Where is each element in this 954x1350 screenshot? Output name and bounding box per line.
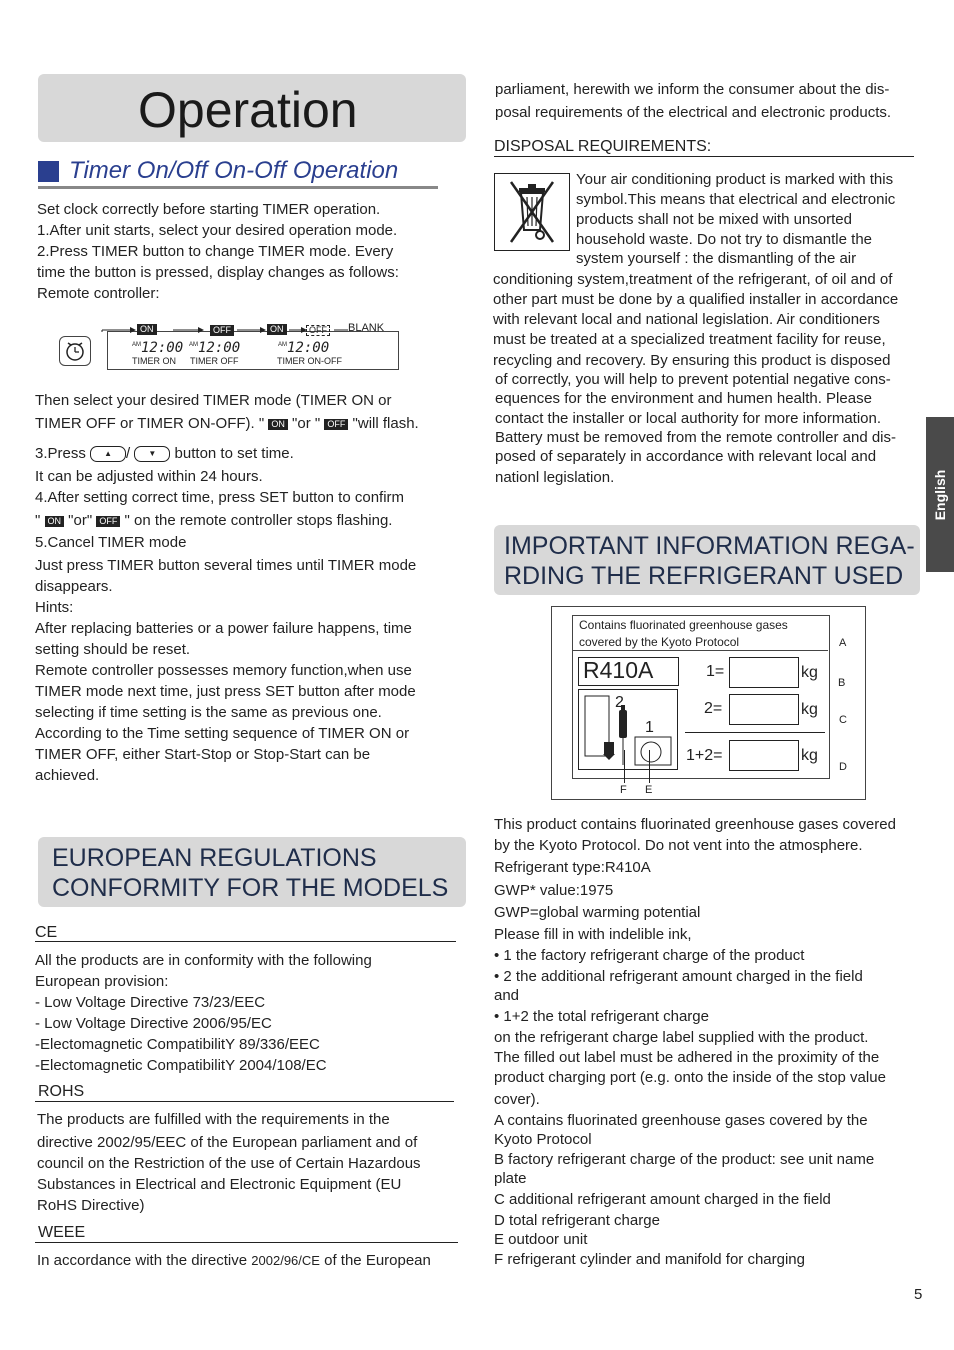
rohs-rule [35, 1101, 454, 1102]
total-rule [685, 732, 825, 733]
crossed-bin-icon [494, 173, 570, 251]
charge-field-1[interactable] [729, 657, 799, 688]
disposal-line: other part must be done by a qualified installer in accordance [493, 291, 899, 308]
rohs-line: directive 2002/95/EEC of the European parliament and of [37, 1134, 418, 1151]
disposal-line: system yourself : the dismantling of the air [576, 250, 857, 267]
body-line: selecting if time setting is the same as previous one. [35, 704, 382, 721]
press-line: 3.Press ▲ / ▼ button to set time. [35, 445, 294, 462]
refrigerant-line: • 2 the additional refrigerant amount charged in the field [494, 968, 863, 985]
chip-on: ON [137, 324, 157, 335]
body-line: According to the Time setting sequence of TIMER ON or [35, 725, 410, 742]
refrigerant-line: • 1 the factory refrigerant charge of the product [494, 947, 805, 964]
ce-line: European provision: [35, 973, 169, 990]
rohs-line: Substances in Electrical and Electronic Equipment (EU [37, 1176, 402, 1193]
flash-line: " ON "or" OFF " on the remote controller stops flashing. [35, 512, 393, 529]
chip-off: OFF [324, 419, 348, 430]
am-label: AM [132, 342, 141, 348]
refrigerant-type: R410A [583, 657, 654, 683]
refrigerant-line: Please fill in with indelible ink, [494, 926, 692, 943]
chip-off: OFF [96, 516, 120, 527]
unit-kg: kg [801, 747, 818, 764]
select-line-2: TIMER OFF or TIMER ON-OFF). " ON "or " OFF "will flash. [35, 415, 419, 432]
chip-off: OFF [210, 325, 234, 336]
row-label-2: 2= [704, 700, 723, 717]
blank-label: BLANK [348, 322, 385, 334]
refrigerant-line: A contains fluorinated greenhouse gases covered by the [494, 1112, 868, 1129]
charge-field-3[interactable] [729, 740, 799, 771]
am-label: AM [278, 342, 287, 348]
disposal-intro: posal requirements of the electrical and electronic products. [495, 104, 892, 121]
chip-on: ON [268, 419, 288, 430]
intro-line: time the button is pressed, display changes as follows: [37, 264, 399, 281]
refrigerant-line: • 1+2 the total refrigerant charge [494, 1008, 709, 1025]
refrigerant-line: and [494, 987, 520, 1004]
ce-line: - Low Voltage Directive 73/23/EEC [35, 994, 266, 1011]
european-heading: EUROPEAN REGULATIONS [52, 844, 377, 872]
lcd-time: 12:00 [287, 340, 330, 356]
letter-d: D [839, 761, 847, 773]
refrigerant-line: D total refrigerant charge [494, 1212, 660, 1229]
letter-e: E [645, 784, 653, 796]
weee-label: WEEE [38, 1224, 86, 1241]
label-header: Contains fluorinated greenhouse gases [579, 618, 788, 632]
refrigerant-line: product charging port (e.g. onto the inside of the stop value [494, 1069, 886, 1086]
body-line: After replacing batteries or a power failure happens, time [35, 620, 412, 637]
refrigerant-line: E outdoor unit [494, 1231, 588, 1248]
refrigerant-line: plate [494, 1170, 527, 1187]
timer-heading-underline [38, 186, 438, 189]
disposal-line: products shall not be mixed with unsorted [576, 211, 852, 228]
ce-line: - Low Voltage Directive 2006/95/EC [35, 1015, 272, 1032]
disposal-line: household waste. Do not try to dismantle the [576, 231, 873, 248]
body-line: 5.Cancel TIMER mode [35, 534, 187, 551]
refrigerant-line: cover). [494, 1091, 540, 1108]
body-line: Hints: [35, 599, 74, 616]
refrigerant-line: Refrigerant type:R410A [494, 859, 651, 876]
section-marker-icon [38, 161, 59, 182]
unit-kg: kg [801, 701, 818, 718]
chip-off-dashed: OFF [306, 325, 330, 336]
num-2: 2 [615, 694, 624, 711]
row-label-1: 1= [706, 663, 725, 680]
refrigerant-heading: IMPORTANT INFORMATION REGA- [504, 532, 915, 560]
unit-kg: kg [801, 664, 818, 681]
header-rule [572, 650, 828, 651]
page-number: 5 [914, 1286, 923, 1303]
lcd-time: 12:00 [198, 340, 241, 356]
disposal-line: recycling and recovery. By ensuring this product is disposed [493, 352, 891, 369]
refrigerant-line: Kyoto Protocol [494, 1131, 592, 1148]
ce-line: -Electomagnetic CompatibilitY 2004/108/EC [35, 1057, 327, 1074]
letter-f: F [620, 784, 627, 796]
num-1: 1 [645, 719, 654, 736]
set-line: 4.After setting correct time, press SET button to confirm [35, 489, 405, 506]
refrigerant-line: GWP* value:1975 [494, 882, 614, 899]
ce-line: All the products are in conformity with the following [35, 952, 372, 969]
disposal-label: DISPOSAL REQUIREMENTS: [494, 138, 712, 155]
intro-line: Set clock correctly before starting TIMER operation. [37, 201, 381, 218]
pointer-f [624, 750, 625, 783]
pointer-e [649, 750, 650, 783]
rohs-line: The products are fulfilled with the requirements in the [37, 1111, 390, 1128]
disposal-line: nationl legislation. [495, 469, 615, 486]
body-line: Just press TIMER button several times until TIMER mode [35, 557, 417, 574]
intro-line: 2.Press TIMER button to change TIMER mode. Every [37, 243, 394, 260]
unit-diagram [578, 689, 678, 770]
select-line: Then select your desired TIMER mode (TIMER ON or [35, 392, 392, 409]
adjust-line: It can be adjusted within 24 hours. [35, 468, 263, 485]
charge-field-2[interactable] [729, 694, 799, 725]
body-line: TIMER mode next time, just press SET button after mode [35, 683, 416, 700]
disposal-line: Your air conditioning product is marked with this [576, 171, 894, 188]
row-label-3: 1+2= [686, 747, 723, 764]
caption-timer-on: TIMER ON [132, 356, 176, 366]
refrigerant-line: B factory refrigerant charge of the product: see unit name [494, 1151, 875, 1168]
page-title: Operation [138, 82, 358, 138]
rohs-line: RoHS Directive) [37, 1197, 145, 1214]
down-button-icon: ▼ [134, 446, 170, 462]
ce-rule [35, 941, 456, 942]
caption-timer-off: TIMER OFF [190, 356, 239, 366]
refrigerant-line: C additional refrigerant amount charged in the field [494, 1191, 831, 1208]
disposal-line: conditioning system,treatment of the refrigerant, of oil and of [493, 271, 893, 288]
disposal-line: of correctly, you will help to prevent potential negative cons- [495, 371, 891, 388]
refrigerant-line: on the refrigerant charge label supplied with the product. [494, 1029, 869, 1046]
refrigerant-line: by the Kyoto Protocol. Do not vent into the atmosphere. [494, 837, 863, 854]
rohs-line: council on the Restriction of the use of Certain Hazardous [37, 1155, 421, 1172]
disposal-line: contact the installer or local authority for more information. [495, 410, 882, 427]
language-tab-label: English [932, 469, 948, 521]
ce-label: CE [35, 924, 58, 941]
refrigerant-line: F refrigerant cylinder and manifold for charging [494, 1251, 805, 1268]
label-header: covered by the Kyoto Protocol [579, 635, 740, 649]
am-label: AM [189, 342, 198, 348]
intro-line: Remote controller: [37, 285, 160, 302]
disposal-line: Battery must be removed from the remote controller and dis- [495, 429, 897, 446]
caption-timer-onoff: TIMER ON-OFF [277, 356, 342, 366]
disposal-line: posed of separately in accordance with relevant local and [495, 448, 877, 465]
timer-heading: Timer On/Off On-Off Operation [69, 157, 399, 184]
body-line: setting should be reset. [35, 641, 191, 658]
chip-on-dashed: ON [267, 324, 287, 335]
body-line: disappears. [35, 578, 113, 595]
disposal-line: equences for the environment and humen health. Please [495, 390, 872, 407]
disposal-line: symbol.This means that electrical and electronic [576, 191, 896, 208]
refrigerant-line: This product contains fluorinated greenhouse gases covered [494, 816, 896, 833]
refrigerant-line: The filled out label must be adhered in the proximity of the [494, 1049, 880, 1066]
weee-rule [35, 1242, 458, 1243]
letter-b: B [838, 677, 846, 689]
language-tab[interactable] [926, 417, 954, 572]
disposal-intro: parliament, herewith we inform the consumer about the dis- [495, 81, 890, 98]
body-line: achieved. [35, 767, 100, 784]
body-line: Remote controller possesses memory function,when use [35, 662, 412, 679]
refrigerant-line: GWP=global warming potential [494, 904, 701, 921]
weee-line: In accordance with the directive 2002/96/CE of the European [37, 1252, 431, 1269]
timer-button-icon [59, 336, 91, 366]
disposal-rule [494, 156, 914, 157]
disposal-line: must be treated at a specialized treatment facility for reuse, [493, 331, 886, 348]
lcd-time: 12:00 [141, 340, 184, 356]
letter-c: C [839, 714, 847, 726]
rohs-label: ROHS [38, 1083, 85, 1100]
disposal-line: with relevant local and national legislation. Air conditioners [493, 311, 880, 328]
ce-line: -Electomagnetic CompatibilitY 89/336/EEC [35, 1036, 320, 1053]
refrigerant-heading: RDING THE REFRIGERANT USED [504, 562, 904, 590]
chip-on: ON [45, 516, 65, 527]
up-button-icon: ▲ [90, 446, 126, 462]
european-heading: CONFORMITY FOR THE MODELS [52, 874, 449, 902]
intro-line: 1.After unit starts, select your desired operation mode. [37, 222, 398, 239]
body-line: TIMER OFF, either Start-Stop or Stop-Start can be [35, 746, 371, 763]
letter-a: A [839, 637, 847, 649]
